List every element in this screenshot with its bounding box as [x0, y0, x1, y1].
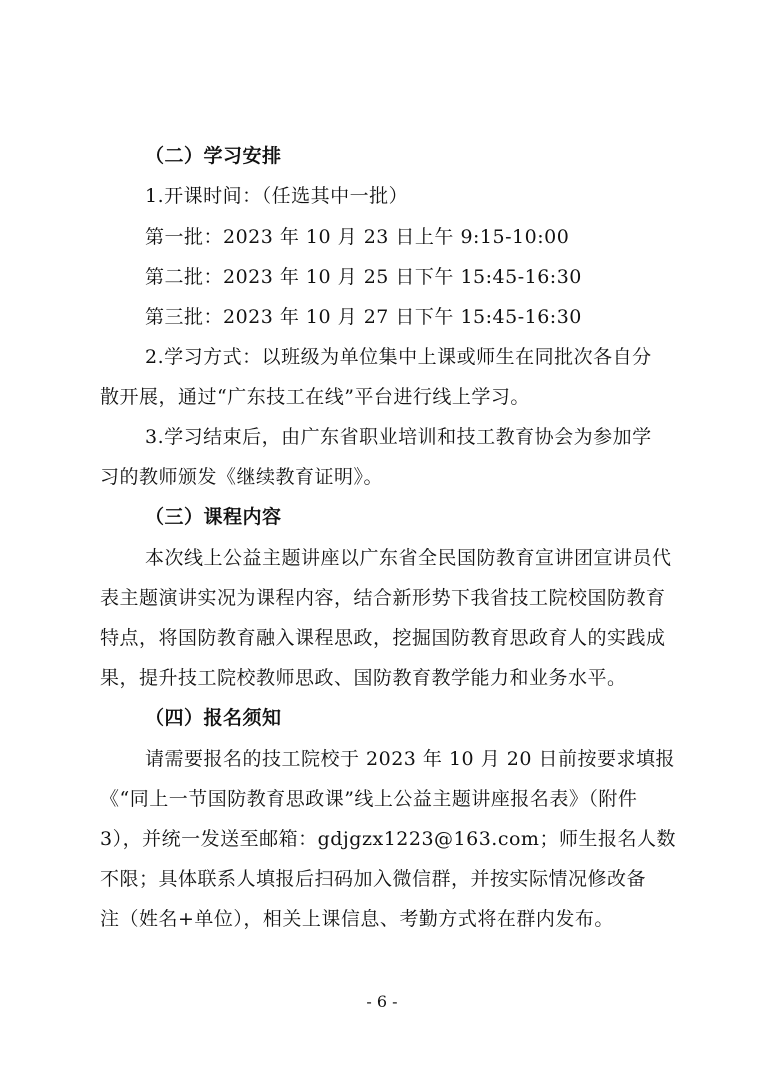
heading-registration-notice: （四）报名须知 [145, 707, 282, 729]
paragraph-line: 散开展，通过“广东技工在线”平台进行线上学习。 [100, 386, 530, 408]
paragraph-line: 第一批：2023 年 10 月 23 日上午 9:15-10:00 [145, 226, 570, 248]
paragraph-line: 请需要报名的技工院校于 2023 年 10 月 20 日前按要求填报 [145, 748, 675, 770]
paragraph-line: 2.学习方式：以班级为单位集中上课或师生在同批次各自分 [145, 346, 652, 368]
paragraph-line: 特点，将国防教育融入课程思政，挖掘国防教育思政育人的实践成 [100, 627, 666, 649]
heading-course-content: （三）课程内容 [145, 506, 282, 528]
page-number: - 6 - [366, 992, 398, 1011]
paragraph-line: 第三批：2023 年 10 月 27 日下午 15:45-16:30 [145, 306, 582, 328]
paragraph-line: 不限；具体联系人填报后扫码加入微信群，并按实际情况修改备 [100, 868, 647, 890]
paragraph-line: 3.学习结束后，由广东省职业培训和技工教育协会为参加学 [145, 426, 652, 448]
paragraph-line: 《“同上一节国防教育思政课”线上公益主题讲座报名表》（附件 [100, 788, 638, 810]
paragraph-line: 表主题演讲实况为课程内容，结合新形势下我省技工院校国防教育 [100, 587, 666, 609]
heading-study-arrangement: （二）学习安排 [145, 145, 282, 167]
paragraph-line: 第二批：2023 年 10 月 25 日下午 15:45-16:30 [145, 266, 582, 288]
paragraph-line: 3），并统一发送至邮箱：gdjgzx1223@163.com；师生报名人数 [100, 828, 676, 850]
paragraph-line: 习的教师颁发《继续教育证明》。 [100, 466, 384, 488]
paragraph-line: 注（姓名+单位），相关上课信息、考勤方式将在群内发布。 [100, 908, 614, 930]
paragraph-line: 果，提升技工院校教师思政、国防教育教学能力和业务水平。 [100, 667, 627, 689]
paragraph-line: 1.开课时间：（任选其中一批） [145, 185, 409, 207]
paragraph-line: 本次线上公益主题讲座以广东省全民国防教育宣讲团宣讲员代 [145, 547, 672, 569]
